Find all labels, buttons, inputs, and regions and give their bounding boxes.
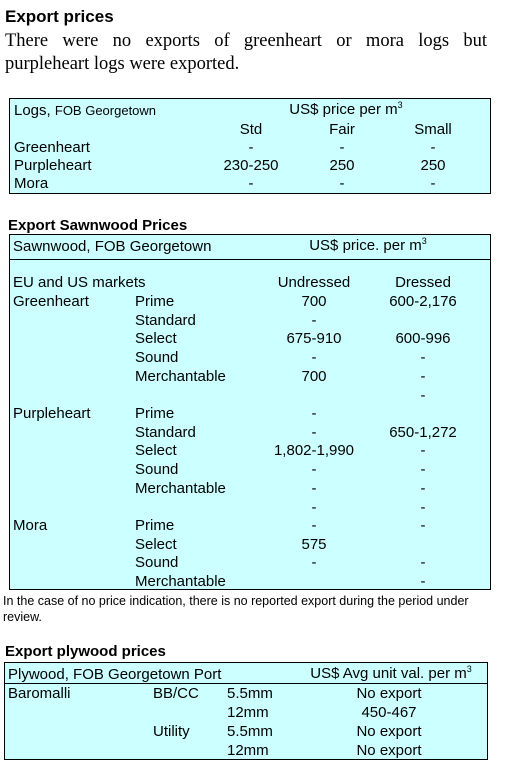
plywood-size: 12mm bbox=[227, 704, 269, 721]
plywood-header-label: Plywood, FOB Georgetown Port bbox=[8, 666, 222, 683]
logs-row-name: Mora bbox=[14, 175, 49, 192]
sawnwood-species: Purpleheart bbox=[13, 405, 91, 422]
sawnwood-undressed-cell: - bbox=[311, 311, 317, 329]
sawnwood-grade: Select bbox=[135, 442, 177, 460]
plywood-value: No export bbox=[356, 742, 422, 759]
sawnwood-grade: Sound bbox=[135, 349, 179, 367]
sawnwood-grade: Sound bbox=[135, 461, 179, 479]
sawnwood-header-divider bbox=[10, 259, 490, 260]
sawnwood-dressed-cell: 600-2,176 bbox=[389, 293, 457, 310]
logs-cell: 230-250 bbox=[223, 157, 279, 174]
sawnwood-dressed-cell: - bbox=[420, 479, 426, 497]
logs-row-name: Greenheart bbox=[14, 139, 90, 156]
sawnwood-grade: Select bbox=[135, 330, 177, 348]
markets-label: EU and US markets bbox=[13, 274, 146, 291]
plywood-grade: Utility bbox=[153, 723, 190, 740]
plywood-product: Baromalli bbox=[8, 685, 71, 702]
sawnwood-dressed-cell: - bbox=[420, 498, 426, 516]
sawnwood-dressed-cell: 600-996 bbox=[395, 330, 451, 348]
sawnwood-grade: Prime bbox=[135, 405, 175, 422]
sawnwood-undressed-cell: - bbox=[311, 479, 317, 497]
sawnwood-undressed-cell: 1,802-1,990 bbox=[273, 442, 355, 460]
plywood-price-header: US$ Avg unit val. per $m^3$ bbox=[310, 664, 472, 682]
logs-cell: - bbox=[430, 139, 436, 156]
sawnwood-dressed-cell: - bbox=[420, 517, 426, 534]
sawnwood-grade: Standard bbox=[135, 423, 196, 441]
sawnwood-grade: Prime bbox=[135, 517, 175, 534]
sawnwood-undressed-cell: - bbox=[311, 461, 317, 479]
plywood-size: 5.5mm bbox=[227, 723, 273, 740]
sawnwood-undressed-cell: - bbox=[311, 405, 317, 422]
sawnwood-grade: Merchantable bbox=[135, 367, 226, 385]
sawnwood-grade: Merchantable bbox=[135, 479, 226, 497]
sawnwood-dressed-cell: - bbox=[420, 461, 426, 479]
sawnwood-dressed-cell: - bbox=[420, 386, 426, 404]
sawnwood-species: Greenheart bbox=[13, 293, 89, 310]
logs-column-header: Std bbox=[239, 121, 263, 138]
sawnwood-species: Mora bbox=[13, 517, 48, 534]
logs-price-header: US$ price per $m^3$ bbox=[289, 100, 403, 118]
logs-row-name: Purpleheart bbox=[14, 157, 92, 174]
sawnwood-undressed-cell: 675-910 bbox=[286, 330, 342, 348]
export-prices-intro: There were no exports of greenheart or mora logs but purpleheart logs were exported. bbox=[5, 31, 487, 74]
sawnwood-undressed-cell: - bbox=[311, 517, 317, 534]
export-prices-title: Export prices bbox=[5, 7, 114, 26]
logs-column-header: Small bbox=[414, 121, 452, 138]
logs-column-header: Fair bbox=[329, 121, 355, 138]
sawnwood-grade: Standard bbox=[135, 311, 196, 329]
logs-header-label: Logs, FOB Georgetown bbox=[14, 102, 157, 119]
plywood-value: 450-467 bbox=[361, 704, 417, 721]
sawnwood-dressed-cell: - bbox=[420, 349, 426, 367]
plywood-table bbox=[4, 662, 488, 760]
sawnwood-grade: Select bbox=[135, 535, 177, 553]
plywood-title: Export plywood prices bbox=[5, 643, 166, 660]
sawnwood-undressed-cell: 575 bbox=[301, 535, 327, 553]
logs-table bbox=[9, 98, 491, 194]
logs-cell: 250 bbox=[420, 157, 446, 174]
sawnwood-dressed-cell: - bbox=[420, 367, 426, 385]
sawnwood-title: Export Sawnwood Prices bbox=[8, 217, 188, 234]
sawnwood-undressed-cell: - bbox=[311, 554, 317, 572]
sawnwood-grade: Sound bbox=[135, 554, 179, 572]
sawnwood-dressed-cell: - bbox=[420, 442, 426, 460]
sawnwood-undressed-cell: 700 bbox=[301, 293, 327, 310]
plywood-grade: BB/CC bbox=[153, 685, 199, 702]
sawnwood-undressed-cell: 700 bbox=[301, 367, 327, 385]
logs-cell: 250 bbox=[329, 157, 355, 174]
sawnwood-grade: Prime bbox=[135, 293, 175, 310]
logs-cell: - bbox=[430, 175, 436, 192]
plywood-value: No export bbox=[356, 723, 422, 740]
logs-cell: - bbox=[248, 139, 254, 156]
logs-cell: - bbox=[248, 175, 254, 192]
plywood-value: No export bbox=[356, 685, 422, 702]
plywood-size: 12mm bbox=[227, 742, 269, 759]
sawnwood-dressed-cell: - bbox=[420, 554, 426, 572]
sawnwood-header-label: Sawnwood, FOB Georgetown bbox=[13, 238, 212, 255]
sawnwood-price-header: US$ price. per $m^3$ bbox=[309, 236, 427, 254]
sawnwood-note: In the case of no price indication, there is no reported export during the period under review. bbox=[3, 594, 469, 624]
logs-cell: - bbox=[339, 175, 345, 192]
sawnwood-grade: Merchantable bbox=[135, 573, 226, 591]
logs-cell: - bbox=[339, 139, 345, 156]
col-undressed: Undressed bbox=[277, 274, 351, 291]
sawnwood-undressed-cell: - bbox=[311, 498, 317, 516]
col-dressed: Dressed bbox=[395, 274, 451, 291]
sawnwood-dressed-cell: 650-1,272 bbox=[389, 423, 457, 441]
sawnwood-undressed-cell: - bbox=[311, 349, 317, 367]
sawnwood-undressed-cell: - bbox=[311, 423, 317, 441]
sawnwood-table bbox=[9, 234, 491, 590]
plywood-size: 5.5mm bbox=[227, 685, 273, 702]
sawnwood-dressed-cell: - bbox=[420, 573, 426, 591]
